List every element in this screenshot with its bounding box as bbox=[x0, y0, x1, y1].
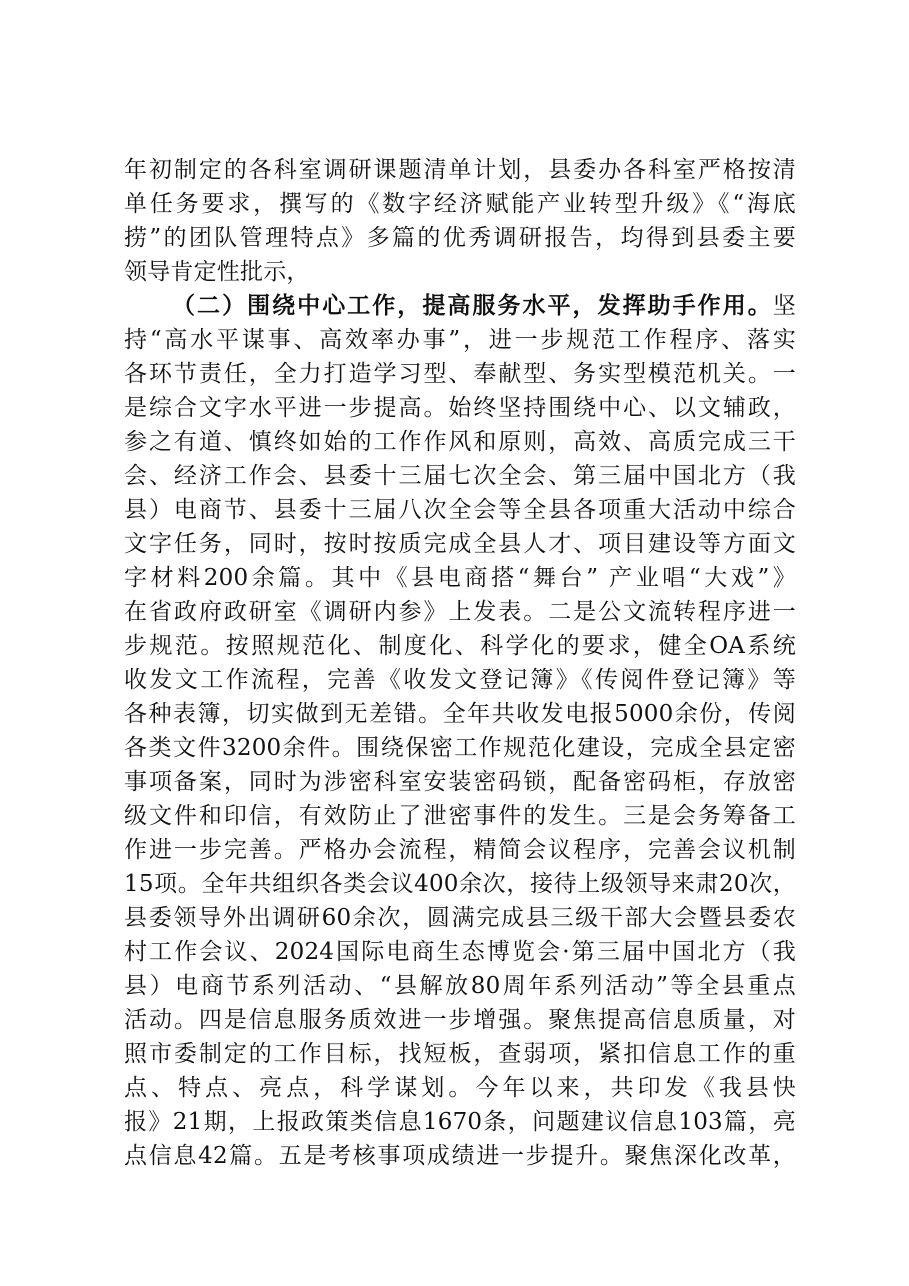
paragraph-line: 县）电商节、县委十三届八次全会等全县各项重大活动中综合 bbox=[124, 497, 796, 523]
paragraph-line: 活动。四是信息服务质效进一步增强。聚焦提高信息质量，对 bbox=[124, 1007, 796, 1033]
paragraph-line: 字材料200余篇。其中《县电商搭“舞台” 产业唱“大戏”》 bbox=[124, 565, 796, 591]
paragraph-line: 作进一步完善。严格办会流程，精简会议程序，完善会议机制 bbox=[124, 837, 796, 863]
paragraph-line: 文字任务，同时，按时按质完成全县人才、项目建设等方面文 bbox=[124, 531, 796, 557]
paragraph-line: 级文件和印信，有效防止了泄密事件的发生。三是会务筹备工 bbox=[124, 803, 796, 829]
paragraph-line: 点信息42篇。五是考核事项成绩进一步提升。聚焦深化改革， bbox=[124, 1143, 796, 1169]
heading-continuation: 坚 bbox=[772, 293, 796, 319]
paragraph-line: 单任务要求，撰写的《数字经济赋能产业转型升级》《“海底 bbox=[124, 191, 796, 217]
paragraph-line: 在省政府政研室《调研内参》上发表。二是公文流转程序进一 bbox=[124, 599, 796, 625]
paragraph-line: 收发文工作流程，完善《收发文登记簿》《传阅件登记簿》等 bbox=[124, 667, 796, 693]
paragraph-line: 县）电商节系列活动、“县解放80周年系列活动”等全县重点 bbox=[124, 973, 796, 999]
paragraph-line: 各种表簿，切实做到无差错。全年共收发电报5000余份，传阅 bbox=[124, 701, 796, 727]
paragraph-line: 各环节责任，全力打造学习型、奉献型、务实型模范机关。一 bbox=[124, 361, 796, 387]
paragraph-line: 持“高水平谋事、高效率办事”，进一步规范工作程序、落实 bbox=[124, 327, 796, 353]
paragraph-line: 照市委制定的工作目标，找短板，查弱项，紧扣信息工作的重 bbox=[124, 1041, 796, 1067]
paragraph-line: 是综合文字水平进一步提高。始终坚持围绕中心、以文辅政， bbox=[124, 395, 796, 421]
paragraph-line: 参之有道、慎终如始的工作作风和原则，高效、高质完成三干 bbox=[124, 429, 796, 455]
paragraph-line: 会、经济工作会、县委十三届七次全会、第三届中国北方（我 bbox=[124, 463, 796, 489]
paragraph-line: 各类文件3200余件。围绕保密工作规范化建设，完成全县定密 bbox=[124, 735, 796, 761]
paragraph-line: 领导肯定性批示， bbox=[124, 259, 310, 285]
paragraph-line: 步规范。按照规范化、制度化、科学化的要求，健全OA系统 bbox=[124, 633, 796, 659]
paragraph-line: 报》21期，上报政策类信息1670条，问题建议信息103篇，亮 bbox=[124, 1109, 796, 1135]
paragraph-line: 事项备案，同时为涉密科室安装密码锁，配备密码柜，存放密 bbox=[124, 769, 796, 795]
section-heading-line bbox=[172, 288, 796, 324]
paragraph-line: 年初制定的各科室调研课题清单计划，县委办各科室严格按清 bbox=[124, 157, 796, 183]
section-heading: （二）围绕中心工作，提高服务水平，发挥助手作用。 bbox=[172, 292, 773, 319]
paragraph-line: 点、特点、亮点，科学谋划。今年以来，共印发《我县快 bbox=[124, 1075, 796, 1101]
paragraph-line: 捞”的团队管理特点》多篇的优秀调研报告，均得到县委主要 bbox=[124, 225, 796, 251]
paragraph-line: 15项。全年共组织各类会议400余次，接待上级领导来肃20次， bbox=[124, 871, 796, 897]
paragraph-line: 县委领导外出调研60余次，圆满完成县三级干部大会暨县委农 bbox=[124, 905, 796, 931]
paragraph-line: 村工作会议、2024国际电商生态博览会·第三届中国北方（我 bbox=[124, 939, 796, 965]
